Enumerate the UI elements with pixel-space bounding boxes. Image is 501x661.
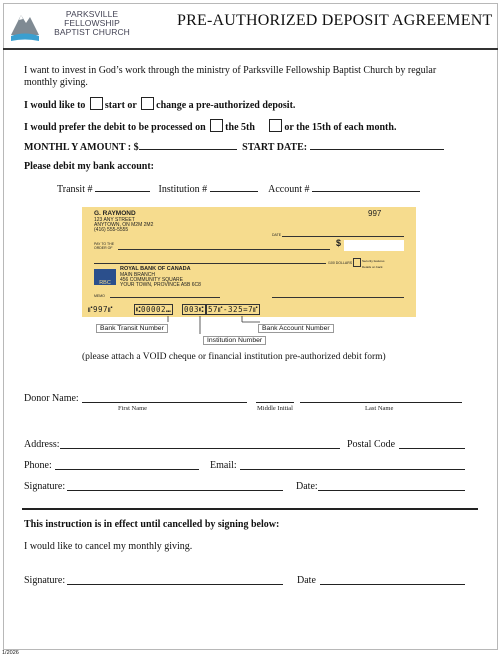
middle-initial-field[interactable] [256, 393, 294, 403]
cheque-bank-addr2: YOUR TOWN, PROVINCE A5B 6C8 [120, 282, 201, 288]
micr-institution: 003⑆ [184, 305, 205, 314]
section-divider [22, 508, 478, 510]
address-field[interactable] [60, 439, 340, 449]
page-title: PRE-AUTHORIZED DEPOSIT AGREEMENT [177, 12, 493, 29]
cheque-words-line [94, 263, 326, 264]
date-label: Date: [296, 481, 318, 492]
change-label: change a pre-authorized deposit. [156, 100, 296, 111]
start-change-prefix: I would like to [24, 100, 86, 111]
bank-fields-row [57, 182, 420, 196]
micr-account: 57⑈-325=7⑈ [208, 305, 259, 314]
cheque-memo-line [110, 297, 220, 298]
micr-cheque-number: ⑈997⑈ [88, 305, 114, 314]
fifth-checkbox[interactable] [210, 119, 223, 132]
phone-label: Phone: [24, 460, 52, 471]
cheque-signature-line [272, 297, 404, 298]
header-divider [3, 48, 498, 50]
cheque-bank-branch: MAIN BRANCH [120, 272, 156, 278]
transit-field[interactable] [95, 182, 150, 192]
cancel-date-label: Date [297, 575, 316, 586]
cancel-signature-field[interactable] [67, 575, 283, 585]
email-field[interactable] [240, 460, 465, 470]
cheque-memo-label: MEMO [94, 294, 105, 298]
start-date-field[interactable] [310, 140, 444, 150]
cheque-phone: (416) 555-5555 [94, 227, 129, 233]
mountain-logo-icon [10, 5, 40, 43]
intro-line2: monthly giving. [24, 77, 88, 88]
cheque-amount-box [344, 240, 404, 251]
address-label: Address: [24, 439, 60, 450]
intro-line1: I want to invest in God’s work through the ministry of Parksville Fellowship Baptist Church by regular [24, 65, 437, 76]
signature-field[interactable] [67, 481, 283, 491]
cheque-dollar-sign: $ [336, 238, 342, 248]
start-checkbox[interactable] [90, 97, 103, 110]
church-name-line1: PARKSVILLE FELLOWSHIP [64, 9, 120, 28]
transit-label: Transit # [57, 184, 93, 195]
cancel-date-field[interactable] [320, 575, 465, 585]
amount-row [24, 140, 444, 154]
amount-field[interactable] [139, 140, 237, 150]
first-name-field[interactable] [82, 393, 247, 403]
void-note: (please attach a VOID cheque or financial institution pre-authorized debit form) [82, 352, 386, 362]
cheque-security-note: Security features Details on back [362, 259, 385, 269]
cheque-bank-addr1: 456 COMMUNITY SQUARE [120, 277, 183, 283]
phone-field[interactable] [55, 460, 199, 470]
debit-date-row [24, 119, 396, 134]
date-field[interactable] [318, 481, 465, 491]
institution-field[interactable] [210, 182, 258, 192]
cancel-heading: This instruction is in effect until cancelled by signing below: [24, 519, 280, 530]
bank-logo-icon: RBC [94, 269, 116, 285]
callout-transit: Bank Transit Number [96, 324, 168, 333]
bank-heading: Please debit my bank account: [24, 161, 154, 172]
account-label: Account # [268, 184, 310, 195]
last-name-field[interactable] [300, 393, 462, 403]
cheque-bank-name: ROYAL BANK OF CANADA [120, 266, 191, 272]
callout-account: Bank Account Number [258, 324, 334, 333]
change-checkbox[interactable] [141, 97, 154, 110]
postal-field[interactable] [399, 439, 465, 449]
amount-label: MONTHL Y AMOUNT : $ [24, 142, 139, 153]
cheque-pay-label: PAY TO THE ORDER OF [94, 242, 115, 250]
cheque-number: 997 [368, 209, 382, 218]
middle-initial-caption: Middle Initial [257, 405, 293, 412]
cancel-text: I would like to cancel my monthly giving. [24, 541, 193, 552]
cheque-addr2: ANYTOWN, ON M2M 2M2 [94, 222, 154, 228]
cheque-date-label: DATE [272, 233, 282, 237]
cheque-date-line [282, 236, 404, 237]
institution-label: Institution # [158, 184, 208, 195]
start-label: start or [104, 100, 137, 111]
callout-institution: Institution Number [203, 336, 266, 345]
last-name-caption: Last Name [365, 405, 394, 412]
start-date-label: START DATE: [242, 142, 308, 153]
church-name-line2: BAPTIST CHURCH [54, 27, 130, 37]
fifteenth-checkbox[interactable] [269, 119, 282, 132]
micr-transit: ⑆00002⑉ [136, 305, 172, 314]
church-logo [10, 5, 140, 45]
sample-cheque [82, 207, 416, 317]
footer-code: 1/2026 [2, 650, 19, 656]
cheque-dollars-label: /100 DOLLARS [328, 261, 353, 265]
cancel-signature-label: Signature: [24, 575, 66, 586]
email-label: Email: [210, 460, 237, 471]
postal-label: Postal Code [347, 439, 396, 450]
signature-label: Signature: [24, 481, 66, 492]
account-field[interactable] [312, 182, 420, 192]
fifth-label: the 5th [225, 122, 255, 133]
cheque-payee-line [118, 249, 330, 250]
fifteenth-label: or the 15th of each month. [284, 122, 397, 133]
start-change-row [24, 97, 295, 112]
cheque-addr1: 123 ANY STREET [94, 217, 135, 223]
donor-label: Donor Name: [24, 393, 79, 404]
cheque-name: G. RAYMOND [94, 210, 136, 217]
padlock-icon [353, 258, 361, 267]
first-name-caption: First Name [118, 405, 148, 412]
debit-date-prefix: I would prefer the debit to be processed on [24, 122, 206, 133]
